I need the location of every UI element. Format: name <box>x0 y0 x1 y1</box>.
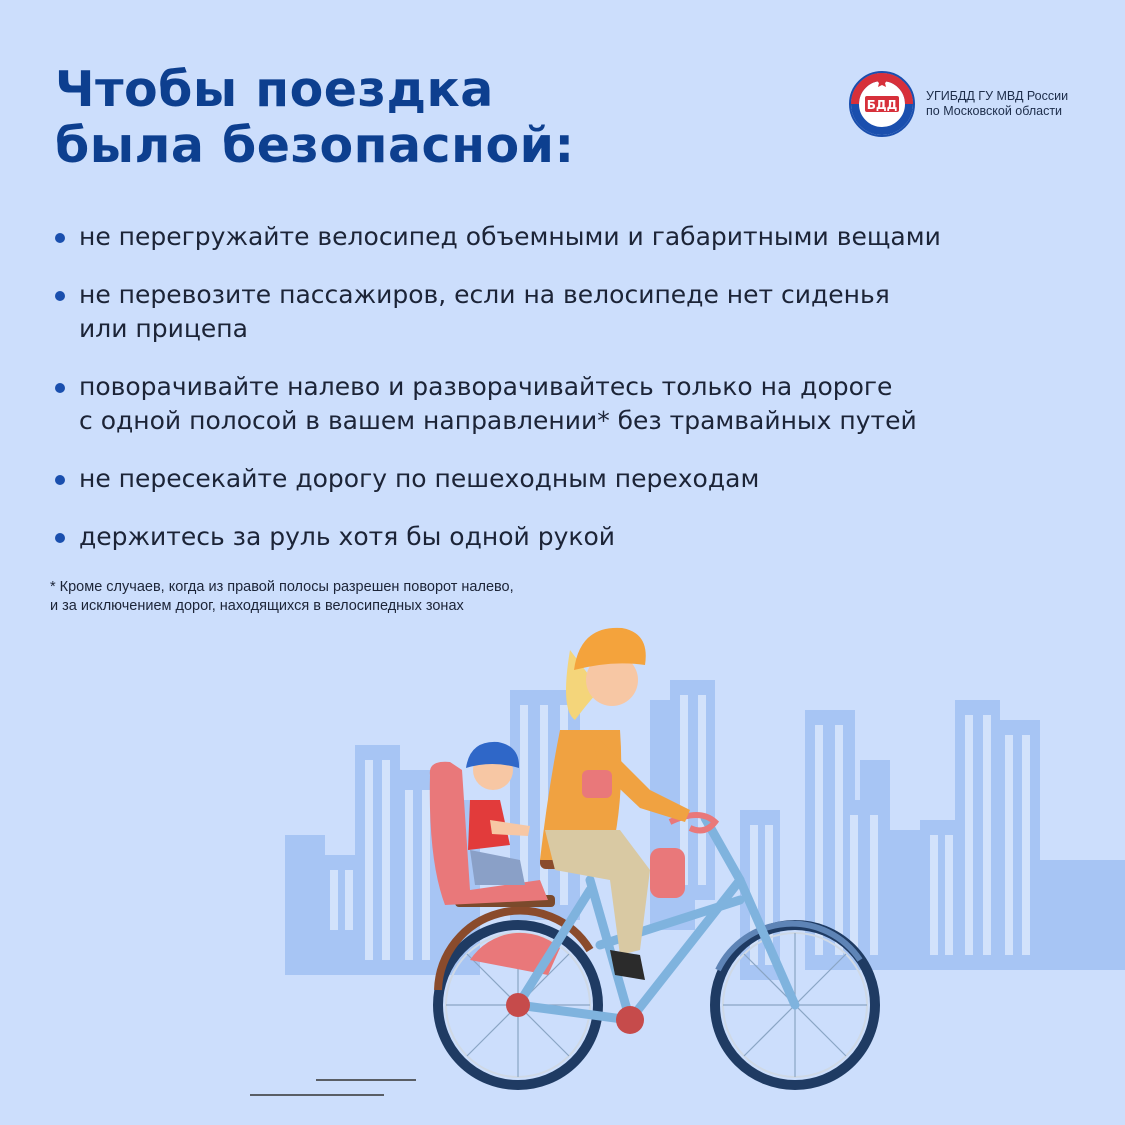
police-emblem-icon <box>848 70 916 138</box>
footnote-line-2: и за исключением дорог, находящихся в велосипедных зонах <box>50 598 464 614</box>
page-title <box>55 62 575 174</box>
rule-item <box>55 462 1065 496</box>
emblem-logo-text: БДД <box>866 98 898 112</box>
safety-rules-list <box>55 220 1065 578</box>
bullet-icon <box>55 533 65 543</box>
adult-helmet-icon <box>574 628 646 670</box>
brand-block <box>848 70 1068 138</box>
rule-item <box>55 278 1065 346</box>
rule-item <box>55 520 1065 554</box>
rule-text: не перевозите пассажиров, если на велосипеде нет сиденья <box>79 280 890 309</box>
ground-lines <box>250 1080 416 1095</box>
title-line-2: была безопасной: <box>55 117 575 174</box>
bullet-icon <box>55 383 65 393</box>
bullet-icon <box>55 475 65 485</box>
org-line-2: по Московской области <box>926 104 1063 118</box>
rule-item <box>55 370 1065 438</box>
title-line-1: Чтобы поездка <box>55 61 494 118</box>
organization-name <box>926 89 1068 119</box>
org-line-1: УГИБДД ГУ МВД России <box>926 89 1069 103</box>
rule-text: или прицепа <box>79 314 248 343</box>
rule-text: поворачивайте налево и разворачивайтесь только на дороге <box>79 372 893 401</box>
rule-text: не перегружайте велосипед объемными и габаритными вещами <box>79 222 941 251</box>
rule-text: держитесь за руль хотя бы одной рукой <box>79 522 616 551</box>
city-bicycle-illustration <box>0 600 1125 1125</box>
rule-item <box>55 220 1065 254</box>
rule-text: не пересекайте дорогу по пешеходным переходам <box>79 464 760 493</box>
rule-text: с одной полосой в вашем направлении* без трамвайных путей <box>79 406 917 435</box>
bullet-icon <box>55 291 65 301</box>
bullet-icon <box>55 233 65 243</box>
footnote-line-1: * Кроме случаев, когда из правой полосы разрешен поворот налево, <box>50 579 514 595</box>
